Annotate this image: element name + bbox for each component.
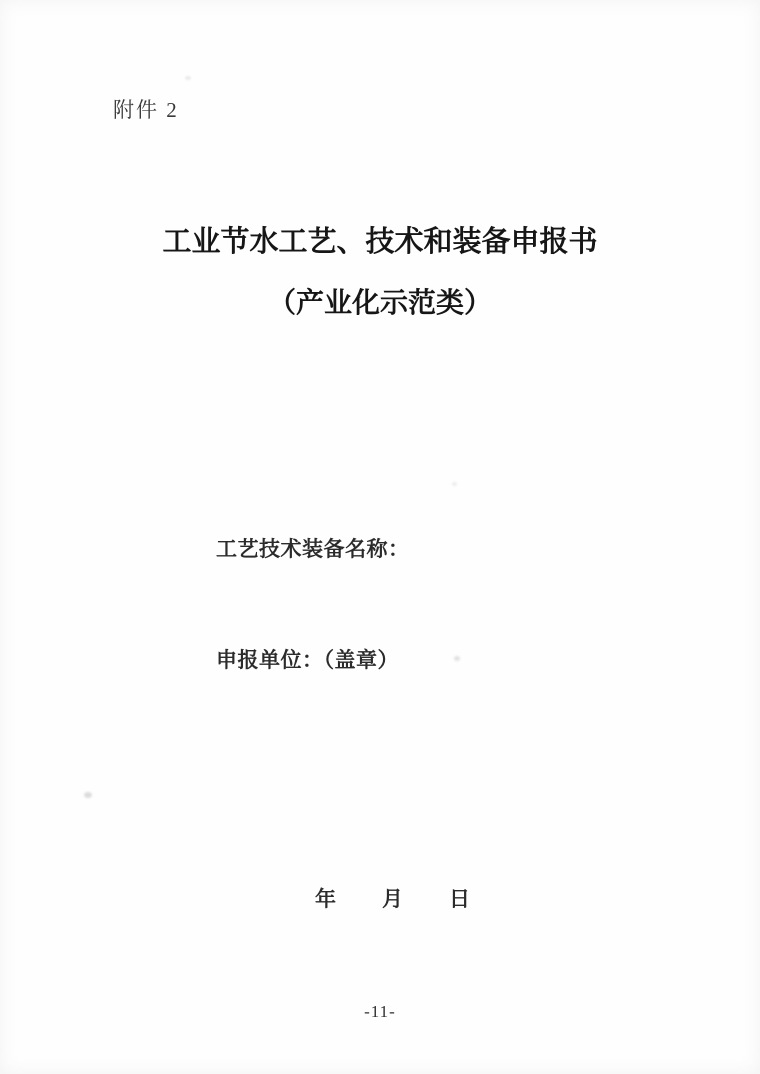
- attachment-label: 附件 2: [113, 98, 179, 122]
- document-title: 工业节水工艺、技术和装备申报书: [162, 226, 598, 258]
- date-day-label: 日: [449, 888, 470, 911]
- field-label-applicant-unit-seal: 申报单位：（盖章）: [216, 649, 399, 672]
- scan-speck: [185, 76, 191, 80]
- date-year-label: 年: [315, 888, 336, 911]
- scan-speck: [84, 792, 92, 798]
- date-month-label: 月: [382, 888, 403, 911]
- page-number: -11-: [364, 1002, 396, 1021]
- document-subtitle: （产业化示范类）: [267, 288, 492, 319]
- field-label-technology-equipment-name: 工艺技术装备名称：: [216, 538, 410, 561]
- date-line: [315, 883, 470, 913]
- scan-speck: [454, 656, 460, 661]
- scan-speck: [452, 482, 457, 486]
